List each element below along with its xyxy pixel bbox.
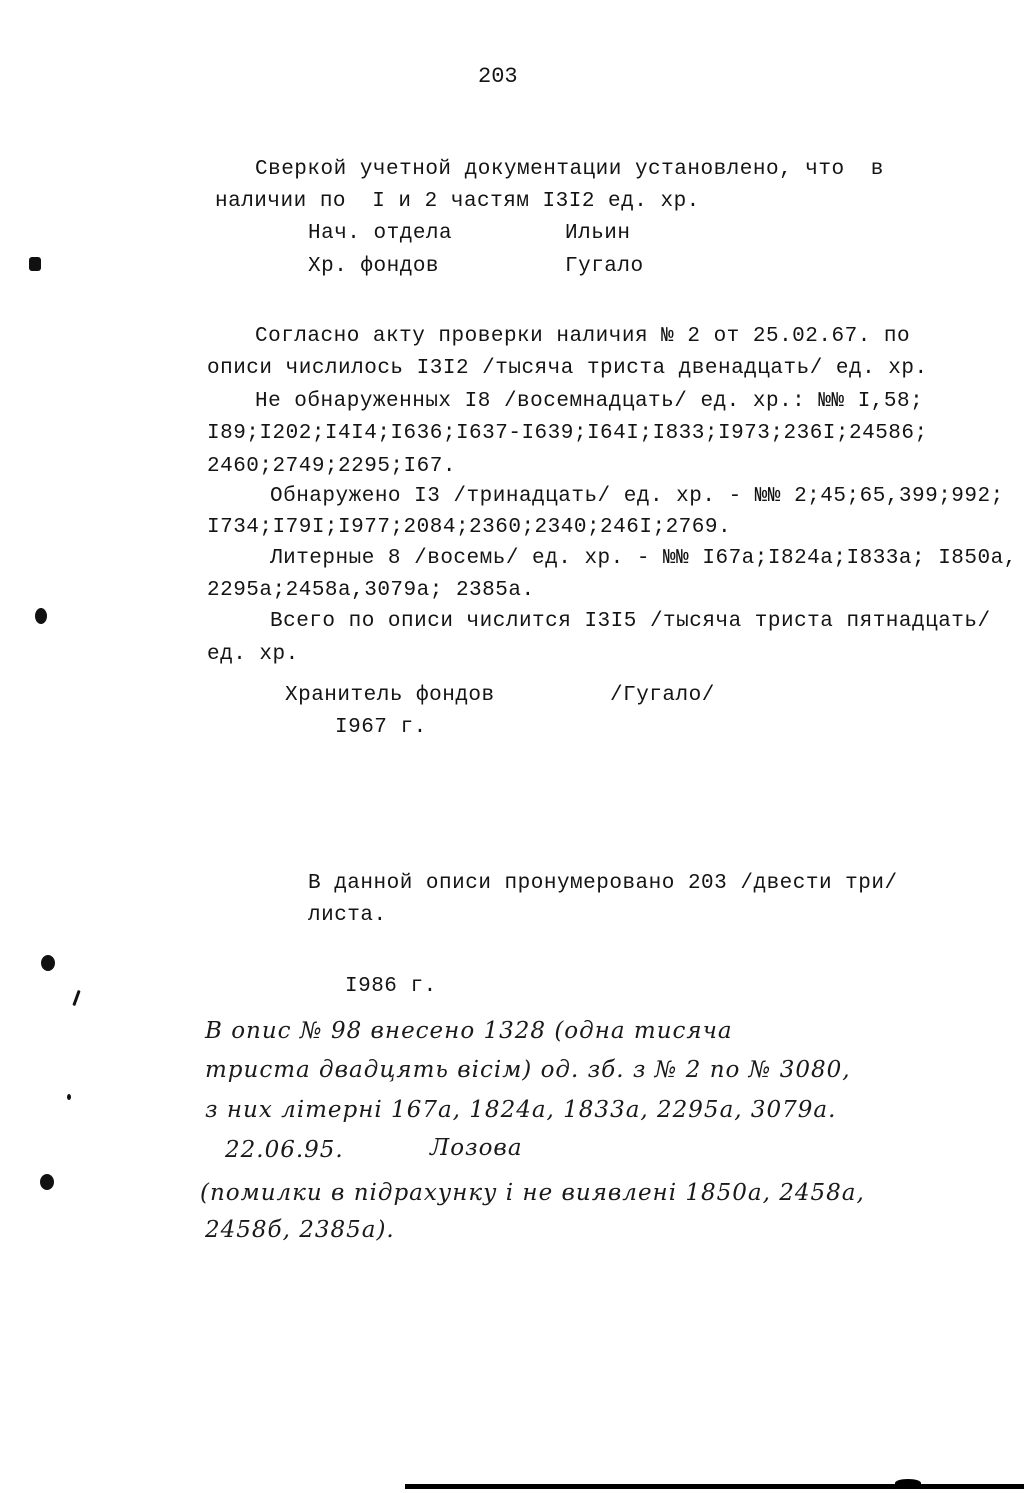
handwritten-date: 22.06.95. [225, 1137, 344, 1163]
handwritten-line-2: триста двадцять вісім) од. зб. з № 2 по № 3080, [205, 1057, 851, 1083]
handwritten-note-line-1: (помилки в підрахунку і не виявлені 1850а, 2458а, [200, 1180, 865, 1206]
total-line-1: Всего по описи числится I3I5 /тысяча триста пятнадцать/ [270, 610, 991, 633]
bottom-edge-mark [895, 1479, 921, 1487]
missing-line-1: Не обнаруженных I8 /восемнадцать/ ед. хр.: №№ I,58; [255, 390, 924, 413]
binding-hole-mark [35, 608, 47, 624]
handwritten-note-line-2: 2458б, 2385а). [205, 1217, 395, 1243]
lettered-line-1: Литерные 8 /восемь/ ед. хр. - №№ I67а;I824а;I833а; I850а, [270, 547, 1017, 570]
scan-mark [67, 1094, 71, 1100]
page-number: 203 [478, 64, 518, 89]
signature-name-head: Ильин [565, 222, 631, 245]
verification-line-2: наличии по I и 2 частям I3I2 ед. хр. [215, 190, 700, 213]
act-line-1: Согласно акту проверки наличия № 2 от 25.02.67. по [255, 325, 911, 348]
total-line-2: ед. хр. [207, 643, 299, 666]
signature-role-keeper: Хр. фондов [308, 255, 440, 278]
bottom-edge-line [405, 1484, 1024, 1489]
handwritten-line-3: з них літерні 167а, 1824а, 1833а, 2295а, 3079а. [205, 1097, 837, 1123]
binding-hole-mark [40, 1174, 54, 1190]
missing-line-2: I89;I202;I4I4;I636;I637-I639;I64I;I833;I973;236I;24586; [207, 422, 928, 445]
lettered-line-2: 2295а;2458а,3079а; 2385а. [207, 579, 535, 602]
handwritten-line-1: В опис № 98 внесено 1328 (одна тисяча [205, 1018, 733, 1044]
found-line-1: Обнаружено I3 /тринадцать/ ед. хр. - №№ 2;45;65,399;992; [270, 485, 1004, 508]
numbering-year: I986 г. [345, 975, 437, 998]
signature-name-keeper: Гугало [565, 255, 644, 278]
act-line-2: описи числилось I3I2 /тысяча триста двенадцать/ ед. хр. [207, 357, 928, 380]
scan-mark [72, 990, 80, 1006]
handwritten-signature: Лозова [430, 1135, 523, 1161]
keeper-name: /Гугало/ [610, 684, 715, 707]
keeper-year: I967 г. [335, 716, 427, 739]
signature-role-head: Нач. отдела [308, 222, 453, 245]
missing-line-3: 2460;2749;2295;I67. [207, 455, 456, 478]
binding-hole-mark [41, 955, 55, 971]
numbering-line-1: В данной описи пронумеровано 203 /двести три/ [308, 872, 898, 895]
binding-hole-mark [29, 257, 41, 271]
found-line-2: I734;I79I;I977;2084;2360;2340;246I;2769. [207, 516, 732, 539]
verification-line-1: Сверкой учетной документации установлено, что в [255, 158, 884, 181]
numbering-line-2: листа. [308, 904, 387, 927]
keeper-role: Хранитель фондов [285, 684, 495, 707]
